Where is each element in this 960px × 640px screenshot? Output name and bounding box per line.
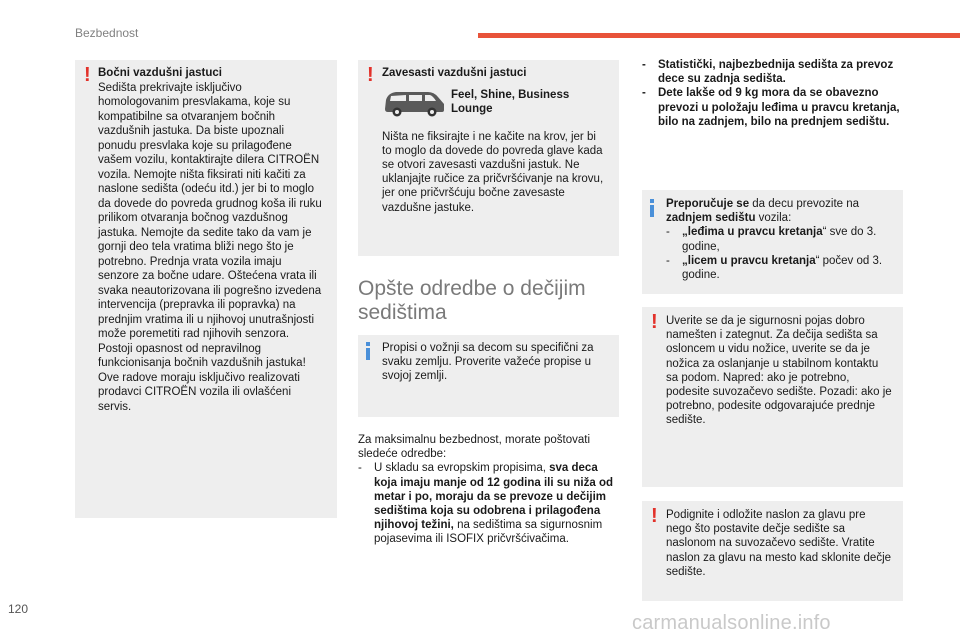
rule-text-bold: sva deca koja imaju manje od 12 godina ili su niža od metar i po, moraju da se prevoze u dečijim sedištima koja su odobrena i prilagođena njihovoj težini, — [374, 462, 613, 532]
curtain-airbags-versions: Feel, Shine, Business Lounge — [451, 89, 570, 116]
regulations-body: Propisi o vožnji sa decom su specifični za svaku zemlju. Proverite važeće propise u svojoj zemlji. — [382, 342, 594, 383]
dash-mark: - — [642, 87, 646, 100]
info-icon — [366, 342, 370, 360]
lead-bold: Preporučuje se — [666, 198, 750, 210]
headrest-warning-box — [642, 501, 903, 601]
lead-bold: zadnjem sedištu — [666, 212, 756, 225]
item-bold: „licem u pravcu kretanja — [682, 254, 816, 267]
lead-text: vozila: — [755, 212, 792, 225]
rule-text-bold: Dete lakše od 9 kg mora da se obavezno prevozi u položaju leđima u pravcu kretanja, bilo na zadnjem, bilo na prednjem sedištu. — [658, 87, 900, 128]
rule-text-bold: Statistički, najbezbednija sedišta za prevoz dece su zadnja sedišta. — [658, 59, 894, 86]
dash-mark: - — [666, 226, 670, 239]
warning-icon: ! — [367, 64, 374, 86]
item-text: “ sve do 3. godine, — [682, 226, 877, 253]
side-airbags-warning-box — [75, 60, 337, 518]
rules-text — [358, 433, 620, 547]
page-number: 120 — [8, 602, 29, 616]
seatbelt-warning-box — [642, 307, 903, 487]
side-airbags-body: Sedišta prekrivajte isključivo homologovanim presvlakama, koje su kompatibilne sa otvaranjem bočnih vazdušnih jastuka. Da biste upoznali ponudu presvlaka koje su prilagođene vašem vozilu, kontaktirajte dilera CITROËN vozila. Nemojte ništa fiksirati niti kačiti za naslone sedišta (odeću itd.) jer bi to moglo da dovede do povreda grudnog koša ili ruku prilikom otvaranja bočnog vazdušnog jastuka. Nemojte da sedite tako da vam je gornji deo tela vratima bliži nego što je potrebno. Prednja vrata vozila imaju senzore za bočne udare. Oštećena vrata ili svaka neautorizovana ili pogrešno izvedena intervencija (prepravka ili popravka) na prednjim vratima ili u njihovoj unutrašnjosti može poremetiti rad njihovih senzora. Postoji opasnost od nepravilnog funkcionisanja bočnih vazdušnih jastuka! Ove radove moraju isključivo realizovati prodavci CITROËN vozila ili ovlašćeni servis. — [98, 81, 322, 413]
rule-text: U skladu sa evropskim propisima, — [374, 462, 550, 475]
side-airbags-title: Bočni vazdušni jastuci — [98, 67, 222, 79]
curtain-airbags-body: Ništa ne fiksirajte i ne kačite na krov, jer bi to moglo da dovede do povreda glave kada se otvori zavesasti vazdušni jastuk. Ne uklanjajte ručice za pričvršćivanje na krovu, jer one pričvršćuju bočne zavesaste vazdušne jastuke. — [382, 130, 604, 214]
regulations-info-box — [358, 335, 619, 417]
seatbelt-body: Uverite se da je sigurnosni pojas dobro namešten i zategnut. Za dečija sedišta sa osloncem u vidu nožice, uverite se da je nožica za oslanjanje u stabilnom kontaktu sa podom. Napred: ako je potrebno, podesite suvozačevo sedište. Pozadi: ako je potrebno, podesite odgovarajuće prednje sedište. — [666, 315, 892, 427]
rule-item — [642, 86, 907, 129]
curtain-airbags-title: Zavesasti vazdušni jastuci — [382, 67, 527, 79]
dash-mark: - — [642, 59, 646, 71]
warning-icon: ! — [84, 64, 91, 86]
warning-icon: ! — [651, 505, 658, 527]
warning-icon: ! — [651, 311, 658, 333]
item-bold: „leđima u pravcu kretanja — [682, 226, 823, 239]
van-icon — [382, 88, 446, 118]
child-seats-heading: Opšte odredbe o dečijim sedištima — [358, 277, 586, 324]
info-icon — [650, 199, 654, 217]
rule-text: na sedištima sa sigurnosnim pojasevima ili ISOFIX pričvršćivačima. — [374, 519, 603, 546]
rule-item — [358, 461, 620, 546]
watermark: carmanualsonline.info — [632, 612, 831, 634]
section-title: Bezbednost — [75, 26, 139, 40]
rules-text-right — [642, 58, 907, 129]
recommendation-item — [666, 254, 891, 282]
headrest-body: Podignite i odložite naslon za glavu pre nego što postavite dečje sedište sa naslonom na suvozačevo sedište. Vratite naslon za glavu na mesto kad sklonite dečje sedište. — [666, 509, 892, 578]
rule-item — [642, 58, 907, 86]
item-text: “ počev od 3. godine. — [682, 254, 883, 282]
recommendation-info-box — [642, 190, 903, 294]
recommendation-lead — [666, 197, 891, 225]
recommendation-item — [666, 225, 891, 253]
curtain-airbags-warning-box — [358, 60, 619, 256]
dash-mark: - — [666, 254, 670, 267]
lead-text: da decu prevozite na — [749, 198, 860, 210]
dash-mark: - — [358, 462, 362, 475]
rules-intro: Za maksimalnu bezbednost, morate poštovati sledeće odredbe: — [358, 434, 591, 461]
header-accent-bar — [478, 33, 960, 38]
